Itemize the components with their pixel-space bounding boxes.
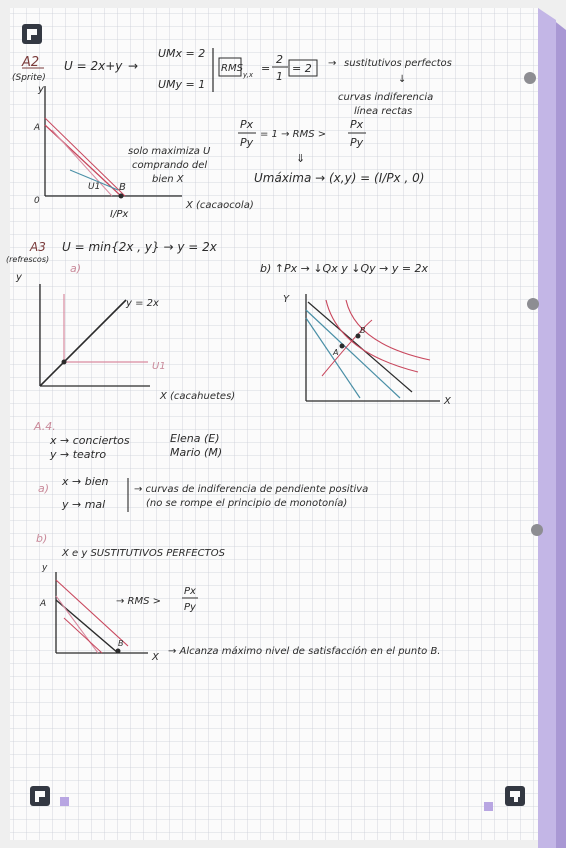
- a2-rms-sub: y,x: [243, 71, 253, 79]
- a4-label: A.4.: [34, 420, 56, 433]
- a2-point-b: B: [119, 182, 126, 193]
- a2-px2: Px: [350, 118, 364, 131]
- a3-subject: (refrescos): [6, 255, 50, 264]
- ring-hole-icon: [527, 298, 539, 310]
- a4-b: b): [36, 532, 48, 545]
- a4b-point-b: B: [118, 639, 124, 648]
- a2-comment-1: solo maximiza U: [128, 146, 211, 157]
- a3-x-axis: X (cacahuetes): [160, 391, 236, 402]
- a4-a: a): [38, 482, 50, 495]
- a4-y-bad: y → mal: [62, 498, 106, 511]
- a4-curves: → curvas de indiferencia de pendiente positiva: [134, 484, 369, 495]
- a2-ratio-eq: = 1 → RMS >: [260, 129, 327, 140]
- a2-frac-den: 1: [276, 70, 283, 83]
- a2-x-axis: X (cacaocola): [186, 200, 254, 211]
- a2-origin: 0: [34, 196, 40, 206]
- a4b-py: Py: [184, 602, 196, 613]
- a2-rms-eq: =: [261, 62, 271, 75]
- a4b-px: Px: [184, 586, 196, 597]
- a3b-x-axis: X: [444, 396, 451, 407]
- a4-elena: Elena (E): [170, 432, 220, 445]
- a4b-rms: → RMS >: [116, 596, 162, 607]
- a2-comment-3: bien X: [152, 174, 184, 185]
- a4b-conclusion: → Alcanza máximo nivel de satisfacción en el punto B.: [168, 646, 441, 657]
- a2-u1: U1: [88, 182, 101, 192]
- a3-y-axis: y: [16, 272, 22, 283]
- a4-y: y → teatro: [50, 448, 107, 461]
- arrow-icon: →: [328, 58, 337, 69]
- a3-line-label: y = 2x: [126, 298, 159, 309]
- a4-monotony: (no se rompe el principio de monotonía): [146, 498, 348, 509]
- a2-rms-val: = 2: [292, 62, 312, 75]
- corner-logo-icon: [22, 24, 42, 44]
- binding-edge: [538, 8, 556, 848]
- a2-note2: línea rectas: [354, 106, 413, 117]
- a2-umy: UMy = 1: [158, 78, 206, 91]
- a4b-x-axis: X: [152, 652, 159, 663]
- a2-y-axis: y: [38, 84, 44, 95]
- ring-hole-icon: [524, 72, 536, 84]
- a2-ipx: I/Px: [110, 209, 129, 220]
- a3-label: A3: [30, 240, 46, 254]
- a2-point-a: A: [34, 123, 41, 133]
- a2-note1: curvas indiferencia: [338, 92, 434, 103]
- a4-x-good: x → bien: [62, 475, 109, 488]
- a2-py2: Py: [350, 136, 364, 149]
- a2-umx: UMx = 2: [158, 47, 206, 60]
- corner-logo-icon: [30, 786, 50, 806]
- corner-mark: [484, 802, 493, 811]
- corner-mark: [60, 797, 69, 806]
- a2-frac-num: 2: [276, 53, 283, 66]
- a4-mario: Mario (M): [170, 446, 223, 459]
- a2-py: Py: [240, 136, 254, 149]
- a3-u1: U1: [152, 361, 166, 372]
- a4-x: x → conciertos: [50, 434, 130, 447]
- corner-logo-icon: [505, 786, 525, 806]
- arrow-down-icon: ↓: [398, 74, 407, 85]
- ring-hole-icon: [531, 524, 543, 536]
- a2-label: A2: [22, 55, 40, 70]
- a2-conclusion: sustitutivos perfectos: [344, 58, 452, 69]
- a2-px: Px: [240, 118, 254, 131]
- a4b-y-axis: y: [42, 563, 48, 573]
- a2-comment-2: comprando del: [132, 160, 208, 171]
- a3-a: a): [70, 262, 82, 275]
- a3-b: b) ↑Px → ↓Qx y ↓Qy → y = 2x: [260, 262, 429, 275]
- a4-subst: X e y SUSTITUTIVOS PERFECTOS: [62, 548, 225, 559]
- a3b-point-b: B: [360, 326, 366, 335]
- implies-icon: ⇓: [296, 152, 306, 165]
- a2-utility: U = 2x+y: [64, 59, 123, 73]
- arrow-icon: →: [128, 59, 139, 73]
- a3-utility: U = min{2x , y} → y = 2x: [62, 240, 217, 254]
- a2-rms: RMS: [221, 63, 243, 74]
- a4b-point-a: A: [40, 599, 47, 609]
- a2-subject: (Sprite): [12, 73, 46, 83]
- a3b-point-a: A: [333, 348, 339, 357]
- a2-umax: Umáxima → (x,y) = (I/Px , 0): [254, 171, 425, 185]
- a3b-y-axis: Y: [283, 294, 290, 305]
